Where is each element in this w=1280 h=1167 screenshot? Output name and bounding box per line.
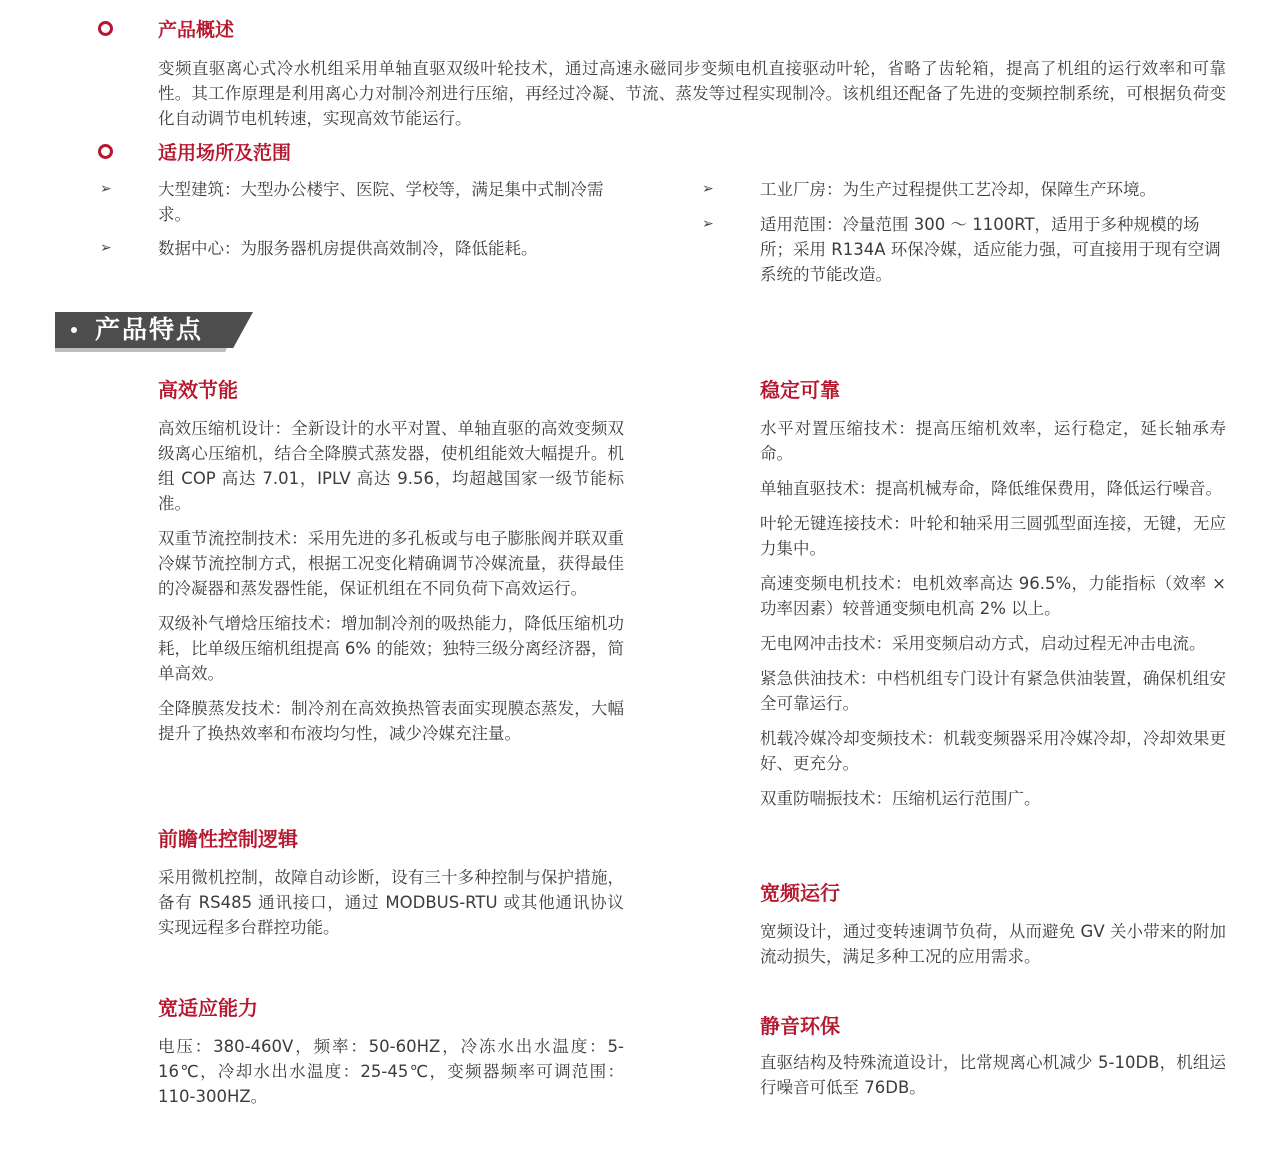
bullet-dot-icon bbox=[71, 327, 77, 333]
feature-body-adapt bbox=[158, 1034, 624, 1119]
arrow-bullet-icon: ➢ bbox=[100, 181, 112, 197]
overview-title: 产品概述 bbox=[158, 19, 235, 41]
feature-title-adapt: 宽适应能力 bbox=[158, 996, 258, 1020]
feature-paragraph: 宽频设计，通过变转速调节负荷，从而避免 GV 关小带来的附加流动损失，满足多种工况的应用需求。 bbox=[760, 922, 1226, 966]
arrow-bullet-icon: ➢ bbox=[702, 216, 714, 232]
feature-paragraph: 叶轮无键连接技术：叶轮和轴采用三圆弧型面连接，无键，无应力集中。 bbox=[760, 514, 1226, 558]
arrow-bullet-icon: ➢ bbox=[100, 240, 112, 256]
feature-title-wide: 宽频运行 bbox=[760, 881, 840, 905]
feature-paragraph: 高速变频电机技术：电机效率高达 96.5%，力能指标（效率 × 功率因素）较普通变频电机高 2% 以上。 bbox=[760, 574, 1226, 618]
feature-title-quiet: 静音环保 bbox=[760, 1014, 840, 1038]
feature-paragraph: 机载冷媒冷却变频技术：机载变频器采用冷媒冷却，冷却效果更好、更充分。 bbox=[760, 729, 1226, 773]
overview-text: 变频直驱离心式冷水机组采用单轴直驱双级叶轮技术，通过高速永磁同步变频电机直接驱动叶轮，省略了齿轮箱，提高了机组的运行效率和可靠性。其工作原理是利用离心力对制冷剂进行压缩，再经过冷凝、节流、蒸发等过程实现制冷。该机组还配备了先进的变频控制系统，可根据负荷变化自动调节电机转速，实现高效节能运行。 bbox=[158, 59, 1226, 128]
feature-title-efficient: 高效节能 bbox=[158, 378, 238, 402]
section-ring-icon bbox=[98, 21, 113, 36]
feature-title-reliable: 稳定可靠 bbox=[760, 378, 840, 402]
application-item: 大型建筑：大型办公楼宇、医院、学校等，满足集中式制冷需求。 bbox=[158, 180, 604, 224]
feature-title-control: 前瞻性控制逻辑 bbox=[158, 827, 298, 851]
feature-paragraph: 高效压缩机设计：全新设计的水平对置、单轴直驱的高效变频双级离心压缩机，结合全降膜式蒸发器，使机组能效大幅提升。机组 COP 高达 7.01，IPLV 高达 9.56，均超越国家一级节能标准。 bbox=[158, 419, 624, 513]
feature-paragraph: 双重节流控制技术：采用先进的多孔板或与电子膨胀阀并联双重冷媒节流控制方式，根据工况变化精确调节冷媒流量，获得最佳的冷凝器和蒸发器性能，保证机组在不同负荷下高效运行。 bbox=[158, 529, 624, 598]
application-title: 适用场所及范围 bbox=[158, 142, 292, 164]
feature-paragraph: 单轴直驱技术：提高机械寿命，降低维保费用，降低运行噪音。 bbox=[760, 479, 1222, 498]
feature-paragraph: 双重防喘振技术：压缩机运行范围广。 bbox=[760, 789, 1041, 808]
feature-paragraph: 紧急供油技术：中档机组专门设计有紧急供油装置，确保机组安全可靠运行。 bbox=[760, 669, 1226, 713]
feature-paragraph: 双级补气增焓压缩技术：增加制冷剂的吸热能力，降低压缩机功耗，比单级压缩机组提高 6% 的能效；独特三级分离经济器，简单高效。 bbox=[158, 614, 624, 683]
feature-paragraph: 全降膜蒸发技术：制冷剂在高效换热管表面实现膜态蒸发，大幅提升了换热效率和布液均匀性，减少冷媒充注量。 bbox=[158, 699, 624, 743]
features-banner bbox=[55, 312, 255, 350]
feature-paragraph: 无电网冲击技术：采用变频启动方式，启动过程无冲击电流。 bbox=[760, 634, 1206, 653]
section-ring-icon bbox=[98, 144, 113, 159]
feature-paragraph: 电压：380-460V，频率：50-60HZ，冷冻水出水温度：5-16℃，冷却水出水温度：25-45℃，变频器频率可调范围：110-300HZ。 bbox=[158, 1037, 624, 1106]
features-banner-title: 产品特点 bbox=[95, 315, 204, 344]
feature-body-wide bbox=[760, 919, 1226, 979]
feature-paragraph: 采用微机控制，故障自动诊断，设有三十多种控制与保护措施，备有 RS485 通讯接口，通过 MODBUS-RTU 或其他通讯协议实现远程多台群控功能。 bbox=[158, 868, 624, 937]
application-item: 数据中心：为服务器机房提供高效制冷，降低能耗。 bbox=[158, 239, 538, 258]
feature-body-quiet bbox=[760, 1050, 1226, 1110]
application-item: 适用范围：冷量范围 300 ～ 1100RT，适用于多种规模的场所；采用 R134A 环保冷媒，适应能力强，可直接用于现有空调系统的节能改造。 bbox=[760, 215, 1221, 284]
application-item: 工业厂房：为生产过程提供工艺冷却，保障生产环境。 bbox=[760, 180, 1156, 199]
feature-paragraph: 水平对置压缩技术：提高压缩机效率，运行稳定，延长轴承寿命。 bbox=[760, 419, 1226, 463]
feature-body-control bbox=[158, 865, 624, 950]
feature-body-reliable bbox=[760, 416, 1226, 821]
feature-paragraph: 直驱结构及特殊流道设计，比常规离心机减少 5-10DB，机组运行噪音可低至 76DB。 bbox=[760, 1053, 1226, 1097]
arrow-bullet-icon: ➢ bbox=[702, 181, 714, 197]
feature-body-efficient bbox=[158, 416, 624, 756]
